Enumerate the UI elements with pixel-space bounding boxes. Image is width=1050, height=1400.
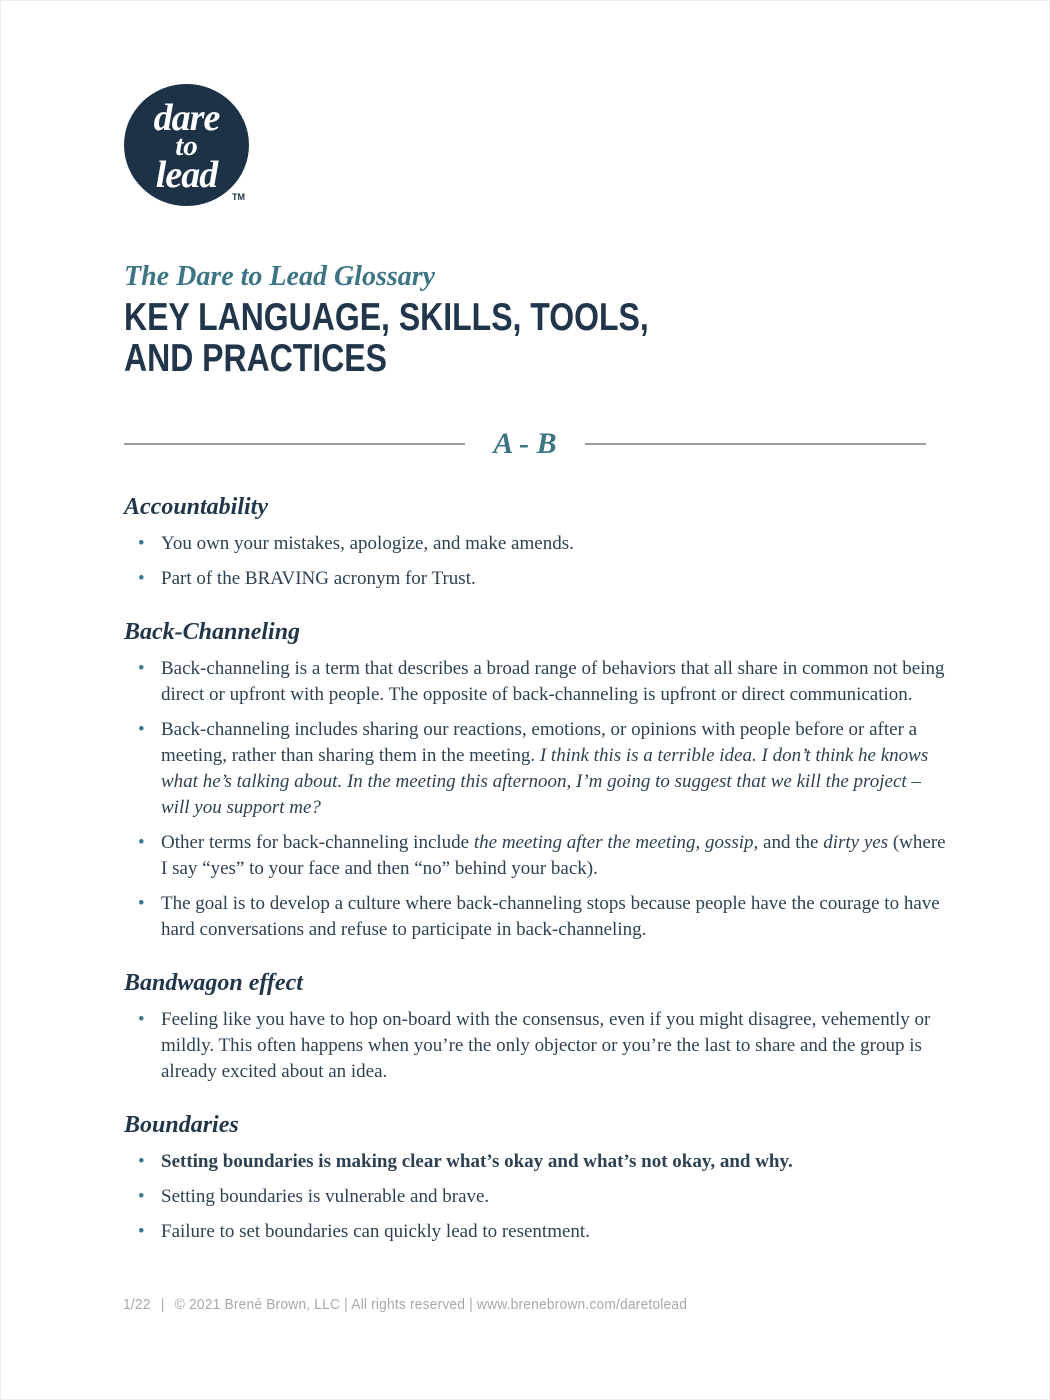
bullet-item — [161, 566, 952, 592]
bullet-text-run: Setting boundaries is vulnerable and brave. — [161, 1186, 490, 1207]
dare-to-lead-logo — [124, 84, 264, 214]
term-heading-back-channeling: Back-Channeling — [124, 619, 301, 645]
page-footer — [123, 1296, 687, 1313]
term-bullet-list-accountability — [124, 531, 952, 592]
bullet-item — [161, 1007, 952, 1085]
bullet-text-run: and the — [758, 832, 824, 853]
term-bullet-list-bandwagon-effect — [124, 1007, 952, 1085]
bullet-text-run: The goal is to develop a culture where back-channeling stops because people have the courage to have hard conversations and refuse to participate in back-channeling. — [161, 893, 940, 940]
bullet-text-run: (where I say “yes” to your face and then “no” behind your back). — [161, 832, 946, 879]
term-heading-accountability: Accountability — [124, 494, 268, 520]
trademark-symbol: TM — [232, 192, 245, 202]
footer-separator: | — [160, 1296, 165, 1313]
bullet-item — [161, 1149, 952, 1175]
bullet-text-run: Back-channeling includes sharing our reactions, emotions, or opinions with people before or after a meeting, rather than sharing them in the meeting. — [161, 719, 918, 766]
page-title-line-1: KEY LANGUAGE, SKILLS, TOOLS, — [124, 296, 649, 339]
term-heading-bandwagon-effect: Bandwagon effect — [124, 970, 303, 996]
term-bullet-list-boundaries — [124, 1149, 952, 1245]
document-content — [124, 261, 952, 1254]
bullet-text-run: Part of the BRAVING acronym for Trust. — [161, 568, 476, 589]
section-divider — [124, 427, 926, 461]
page-title-line-2: AND PRACTICES — [124, 337, 387, 380]
term-heading-boundaries: Boundaries — [124, 1112, 239, 1138]
bullet-text-run: the meeting after the meeting, gossip, — [473, 832, 759, 853]
bullet-text-run: Feeling like you have to hop on-board with the consensus, even if you might disagree, vehemently or mildly. This often happens when you’re the only objector or you’re the last to share and the group is already excited about an idea. — [161, 1009, 931, 1082]
section-range-label: A - B — [493, 427, 557, 460]
copyright-text: © 2021 Brené Brown, LLC | All rights reserved | www.brenebrown.com/daretolead — [174, 1296, 688, 1313]
logo-word-lead: lead — [155, 153, 218, 196]
bullet-item — [161, 717, 952, 821]
logo-circle — [124, 84, 249, 206]
glossary-content — [124, 493, 952, 1245]
divider-rule-right — [585, 443, 926, 445]
bullet-item — [161, 830, 952, 882]
bullet-item — [161, 531, 952, 557]
bullet-text-run: dirty yes — [823, 832, 889, 853]
bullet-item — [161, 656, 952, 708]
page-number: 1/22 — [123, 1296, 151, 1313]
bullet-text-run: Setting boundaries is making clear what’s okay and what’s not okay, and why. — [161, 1151, 793, 1172]
bullet-item — [161, 1219, 952, 1245]
divider-rule-left — [124, 443, 465, 445]
bullet-text-run: Back-channeling is a term that describes a broad range of behaviors that all share in common not being direct or upfront with people. The opposite of back-channeling is upfront or direct communication. — [161, 658, 945, 705]
bullet-text-run: Failure to set boundaries can quickly lead to resentment. — [161, 1221, 590, 1242]
document-subtitle: The Dare to Lead Glossary — [124, 261, 436, 292]
bullet-text-run: You own your mistakes, apologize, and make amends. — [161, 533, 574, 554]
bullet-item — [161, 1184, 952, 1210]
term-bullet-list-back-channeling — [124, 656, 952, 943]
page-title — [124, 297, 803, 379]
logo-word-dare: dare — [153, 96, 220, 139]
bullet-item — [161, 891, 952, 943]
bullet-text-run: I think this is a terrible idea. I don’t think he knows what he’s talking about. In the meeting this afternoon, I’m going to suggest that we kill the project – will you support me? — [161, 745, 929, 818]
bullet-text-run: Other terms for back-channeling include — [161, 832, 474, 853]
logo-word-to: to — [175, 129, 198, 162]
